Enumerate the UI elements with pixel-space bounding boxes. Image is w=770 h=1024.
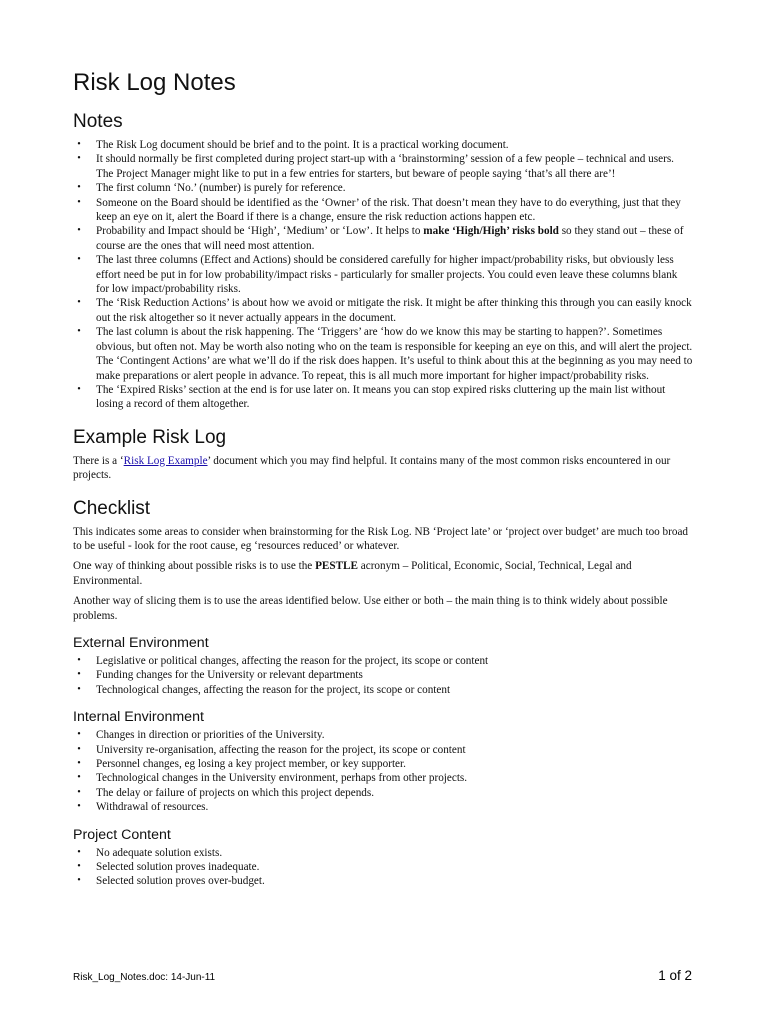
- bullet-icon: •: [77, 758, 81, 769]
- risk-log-example-link[interactable]: Risk Log Example: [123, 454, 208, 467]
- bullet-icon: •: [77, 846, 81, 858]
- list-item: • Personnel changes, eg losing a key project member, or key supporter.: [73, 757, 693, 771]
- internal-list: [73, 728, 693, 814]
- bullet-icon: •: [77, 801, 81, 813]
- list-item: • Withdrawal of resources.: [73, 800, 693, 814]
- checklist-areas: Another way of slicing them is to use the areas identified below. Use either or both – the main thing is to think widely about possible problems.: [73, 595, 668, 622]
- internal-section: [73, 708, 693, 814]
- bullet-icon: •: [77, 786, 81, 798]
- external-heading: External Environment: [73, 634, 209, 651]
- example-section: [73, 426, 693, 483]
- external-section: [73, 634, 693, 697]
- notes-item: • The last column is about the risk happening. The ‘Triggers’ are ‘how do we know this may be starting to happen?’. Sometimes obvious, but often not. May be worth also noting who on the team is responsible for keeping an eye on this, and will alert the project. The ‘Contingent Actions’ are what we’ll do if the risk does happen. It’s useful to think about this at the beginning as you may need to make preparations or alert people in advance. To repeat, this is all much more important for higher impact/probability risks.: [73, 325, 693, 383]
- checklist-heading: Checklist: [73, 497, 151, 519]
- checklist-section: [73, 497, 693, 623]
- notes-item: • Someone on the Board should be identified as the ‘Owner’ of the risk. That doesn’t mean they have to do everything, just that they keep an eye on it, alert the Board if there is a change, ensure the risk reduction actions happen etc.: [73, 196, 693, 225]
- page-number: 1 of 2: [658, 968, 692, 983]
- example-paragraph: There is a ‘Risk Log Example’ document which you may find helpful. It contains many of the most common risks encountered in our projects.: [73, 454, 671, 482]
- bullet-icon: •: [77, 772, 81, 784]
- bullet-icon: •: [77, 861, 81, 873]
- bullet-icon: •: [77, 139, 81, 150]
- project-content-list: [73, 846, 693, 889]
- bullet-icon: •: [77, 182, 81, 194]
- page-title: Risk Log Notes: [73, 69, 236, 96]
- notes-heading: Notes: [73, 111, 123, 132]
- footer-filename: Risk_Log_Notes.doc: 14-Jun-11: [73, 972, 216, 983]
- list-item: • Technological changes, affecting the reason for the project, its scope or content: [73, 683, 693, 697]
- bullet-icon: •: [77, 743, 81, 755]
- notes-item: • The first column ‘No.’ (number) is purely for reference.: [73, 181, 693, 195]
- bullet-icon: •: [77, 254, 81, 266]
- bullet-icon: •: [77, 683, 81, 695]
- notes-item: • The Risk Log document should be brief and to the point. It is a practical working document.: [73, 138, 693, 152]
- bullet-icon: •: [77, 383, 81, 395]
- bullet-icon: •: [77, 297, 81, 309]
- notes-item: • Probability and Impact should be ‘High’, ‘Medium’ or ‘Low’. It helps to make ‘High/High’ risks bold so they stand out – these of course are the ones that will need most attention.: [73, 224, 693, 253]
- list-item: • No adequate solution exists.: [73, 846, 693, 860]
- list-item: • Selected solution proves over-budget.: [73, 874, 693, 888]
- bullet-icon: •: [77, 654, 81, 666]
- document-page: [73, 68, 693, 889]
- bullet-icon: •: [77, 153, 81, 165]
- internal-heading: Internal Environment: [73, 709, 204, 726]
- list-item: • Selected solution proves inadequate.: [73, 860, 693, 874]
- notes-list: [73, 138, 693, 412]
- bullet-icon: •: [77, 196, 81, 208]
- checklist-intro: This indicates some areas to consider when brainstorming for the Risk Log. NB ‘Project late’ or ‘project over budget’ are much too broad to be useful - look for the root cause, eg ‘resources reduced’ or whatever.: [73, 525, 689, 552]
- example-heading: Example Risk Log: [73, 426, 227, 448]
- notes-item: • The ‘Expired Risks’ section at the end is for use later on. It means you can stop expired risks cluttering up the main list without losing a record of them altogether.: [73, 383, 693, 412]
- list-item: • Funding changes for the University or relevant departments: [73, 668, 693, 682]
- bullet-icon: •: [77, 875, 81, 887]
- notes-item: • It should normally be first completed during project start-up with a ‘brainstorming’ session of a few people – technical and users. The Project Manager might like to put in a few entries for starters, but beware of people saying ‘that’s all there are’!: [73, 152, 693, 181]
- external-list: [73, 654, 693, 697]
- list-item: • Technological changes in the University environment, perhaps from other projects.: [73, 771, 693, 785]
- checklist-pestle: One way of thinking about possible risks is to use the PESTLE acronym – Political, Economic, Social, Technical, Legal and Environmental.: [73, 560, 632, 587]
- list-item: • Legislative or political changes, affecting the reason for the project, its scope or content: [73, 654, 693, 668]
- bullet-icon: •: [77, 225, 81, 237]
- list-item: • Changes in direction or priorities of the University.: [73, 728, 693, 742]
- project-content-section: [73, 826, 693, 889]
- project-content-heading: Project Content: [73, 826, 171, 843]
- bullet-icon: •: [77, 729, 81, 741]
- bullet-icon: •: [77, 326, 81, 338]
- list-item: • The delay or failure of projects on which this project depends.: [73, 786, 693, 800]
- pestle-term: PESTLE: [315, 560, 358, 573]
- list-item: • University re-organisation, affecting the reason for the project, its scope or content: [73, 743, 693, 757]
- notes-item: • The ‘Risk Reduction Actions’ is about how we avoid or mitigate the risk. It might be after thinking this through you can easily knock out the risk altogether so it never actually appears in the document.: [73, 296, 693, 325]
- bold-emphasis: make ‘High/High’ risks bold: [423, 225, 559, 238]
- notes-item: • The last three columns (Effect and Actions) should be considered carefully for higher impact/probability risks, but obviously less effort need be put in for low probability/impact risks - particularly for smaller projects. You could even leave these columns blank for low impact/probability risks.: [73, 253, 693, 296]
- bullet-icon: •: [77, 669, 81, 681]
